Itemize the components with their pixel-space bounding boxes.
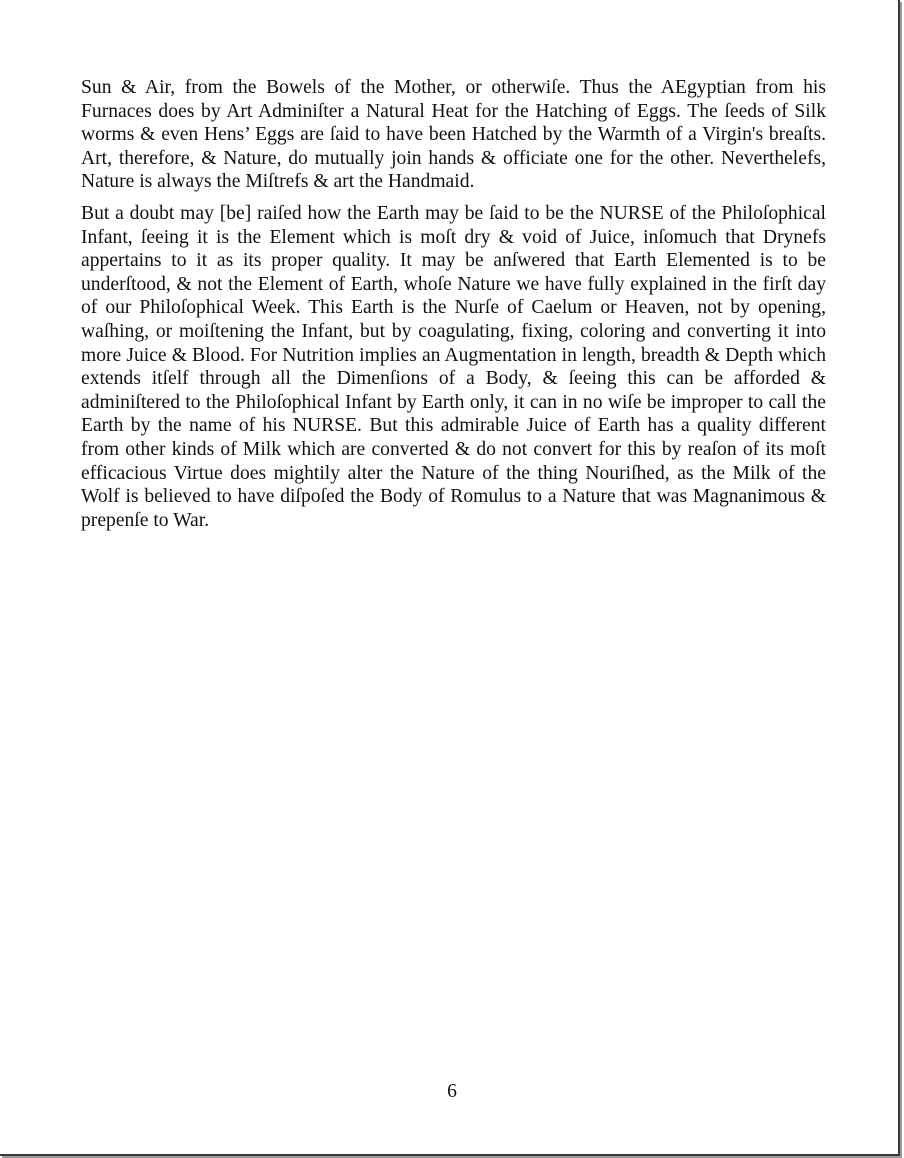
paragraph-2: But a doubt may [be] raiſed how the Earth may be ſaid to be the NURSE of the Philoſophical Infant, ſeeing it is the Element which is moſt dry & void of Juice, inſomuch that Drynefs appertains to it as its proper quality. It may be anſwered that Earth Elemented is to be underſtood, & not the Element of Earth, whoſe Nature we have fully explained in the firſt day of our Philoſophical Week. This Earth is the Nurſe of Caelum or Heaven, not by opening, waſhing, or moiſtening the Infant, but by coagulating, fixing, coloring and converting it into more Juice & Blood. For Nutrition implies an Augmentation in length, breadth & Depth which extends itſelf through all the Dimenſions of a Body, & ſeeing this can be afforded & adminiſtered to the Philoſophical Infant by Earth only, it can in no wiſe be improper to call the Earth by the name of his NURSE. But this admirable Juice of Earth has a quality different from other kinds of Milk which are converted & do not convert for this by reaſon of its moſt efficacious Virtue does mightily alter the Nature of the thing Nouriſhed, as the Milk of the Wolf is believed to have diſpoſed the Body of Romulus to a Nature that was Magnanimous & prepenſe to War. — [81, 202, 826, 531]
paragraph-1: Sun & Air, from the Bowels of the Mother, or otherwiſe. Thus the AEgyptian from his Furnaces does by Art Adminiſter a Natural Heat for the Hatching of Eggs. The ſeeds of Silk worms & even Hens’ Eggs are ſaid to have been Hatched by the Warmth of a Virgin's breaſts. Art, therefore, & Nature, do mutually join hands & officiate one for the other. Neverthelefs, Nature is always the Miſtrefs & art the Handmaid. — [81, 77, 826, 193]
body-text — [81, 76, 826, 540]
page-number: 6 — [447, 1081, 457, 1102]
